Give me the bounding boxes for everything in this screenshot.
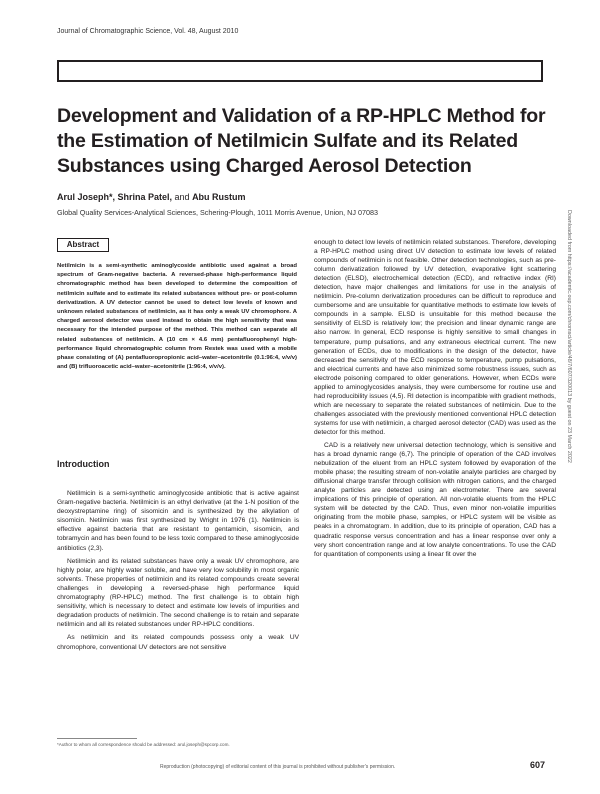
reproduction-notice: Reproduction (photocopying) of editorial content of this journal is prohibited without publisher's permission. — [160, 764, 396, 770]
download-watermark: Downloaded from https://academic.oup.com/chromsci/article/48/7/607/320013 by guest on 23 March 2022 — [566, 210, 572, 463]
paragraph: Netilmicin and its related substances have only a weak UV chromophore, are highly polar, are highly water soluble, and have very low solubility in most organic solvents. These properties of netilmicin and its related compounds create several challenges in developing a reversed-phase high performance liquid chromatography (RP-HPLC) method. The first challenge is to obtain high sensitivity, which is necessary to detect and estimate low levels of impurities and degradation products of netilmicin. The second challenge is to retain and separate netilmicin and all its related substances under RP-HPLC conditions. — [57, 557, 299, 629]
footnote-divider — [57, 738, 137, 739]
left-column-body — [57, 489, 299, 656]
page-number: 607 — [530, 760, 546, 770]
paragraph: enough to detect low levels of netilmicin related substances. Therefore, developing a RP-HPLC method using direct UV detection to estimate low levels of related compounds of netilmicin is not feasible. Other detection technologies, such as pre-column derivatization followed by UV detection, evaporative light scattering detection (ELSD), electrochemical detection (ECD), and refractive index (RI) detection, have major challenges and limitations for use in the analysis of netilmicin. Pre-column derivatization procedures can be difficult to reproduce and cumbersome and are unsuitable for quantitative methods to estimate low levels of compounds in a sample. ELSD is unsuitable for this method because the sensitivity of ELSD is relatively low; the precision and linear dynamic range are also narrow. In general, ECD response is highly sensitive to small changes in temperature, pump pulsations, and any extraneous electrical current. The new generation of ECDs, due to modifications in the design of the detector, have decreased the sensitivity of the ECD response to temperature, pump pulsations, and electrical currents and have also minimized some robustness issues, such as electrode poisoning compared to older generations. However, when ECDs were applied to aminoglycosides analysis, they were cumbersome for routine use and had reproducibility issues (4,5). RI detection is incompatible with gradient methods, which are necessary to separate the related substances of netilmicin. Due to the challenges associated with the previously mentioned conventional HPLC detection systems for use with netilmicin, a charged aerosol detector (CAD) was used as the detector for this method. — [314, 239, 556, 436]
author-conjunction: and — [172, 192, 193, 202]
introduction-heading: Introduction — [57, 459, 110, 469]
author-names-1: Arul Joseph*, Shrina Patel, — [57, 192, 173, 202]
author-names-2: Abu Rustum — [192, 192, 246, 202]
article-title: Development and Validation of a RP-HPLC Method for the Estimation of Netilmicin Sulfate and its Related Substances using Charged Aerosol Detection — [57, 105, 546, 177]
paragraph: As netilmicin and its related compounds possess only a weak UV chromophore, conventional UV detectors are not sensitive — [57, 634, 299, 651]
corresponding-author-footnote: *Author to whom all correspondence should be addressed: arul.joseph@spcorp.com. — [57, 742, 230, 747]
paragraph: Netilmicin is a semi-synthetic aminoglycoside antibiotic that is active against Gram-negative bacteria. Netilmicin is an ethyl derivative (at the 1-N position of the deoxystreptamine ring) of sisomicin and is synthesized by the alkylation of sisomicin. Netilmicin was first synthesized by Wright in 1976 (1). Netilmicin is effective against bacteria that are resistant to gentamicin, sisomicin, and tobramycin and has been found to be less toxic compared to these aminoglycoside antibiotics (2,3). — [57, 490, 299, 552]
paragraph: CAD is a relatively new universal detection technology, which is sensitive and has a broad dynamic range (6,7). The principle of operation of the CAD involves nebulization of the eluent from an HPLC system followed by evaporation of the mobile phase; the resulting stream of non-volatile analyte particles are charged by diffusional charge transfer through collision with nitrogen cations, and the charged analyte particles are detected using an electrometer. There are several implications of this principle of operation. All non-volatile eluents from the HPLC system will be detected by the CAD. Thus, even minor non-volatile impurities originating from the mobile phase, samples, or HPLC system will be visible as peaks in a chromatogram. In addition, due to its principle of operation, CAD has a quadratic response versus concentration and has a linear response over only a very short concentration range and at low analyte concentrations. To use the CAD for quantitation of components using a linear fit over the — [314, 442, 556, 558]
abstract-label: Abstract — [57, 238, 109, 252]
author-list — [57, 192, 246, 202]
affiliation: Global Quality Services-Analytical Sciences, Schering-Plough, 1011 Morris Avenue, Union, NJ 07083 — [57, 208, 378, 217]
right-column-body — [314, 238, 556, 563]
abstract-text: Netilmicin is a semi-synthetic aminoglycoside antibiotic used against a broad spectrum of Gram-negative bacteria. A reversed-phase high-performance liquid chromatographic method has been developed to determine the composition of netilmicin sulfate and to estimate its related substances without pre- or post-column derivatization. A UV detector cannot be used to detect low levels of known and unknown related substances of netilmicin, as it has only a weak UV chromophore. A charged aerosol detector was used instead to obtain the high sensitivity that was necessary for the intended purpose of the method. This method can separate all related substances of netilmicin. A (10 cm × 4.6 mm) pentafluorophenyl high-performance liquid chromatographic column from Restek was used with a mobile phase consisting of (A) pentafluoropropionic acid–water–acetonitrile (0.1:96:4, v/v/v) and (B) trifluoroacetic acid–water–acetonitrile (1:96:4, v/v/v). — [57, 263, 297, 371]
header-rule-box — [57, 60, 543, 82]
journal-citation: Journal of Chromatographic Science, Vol. 48, August 2010 — [57, 28, 239, 35]
